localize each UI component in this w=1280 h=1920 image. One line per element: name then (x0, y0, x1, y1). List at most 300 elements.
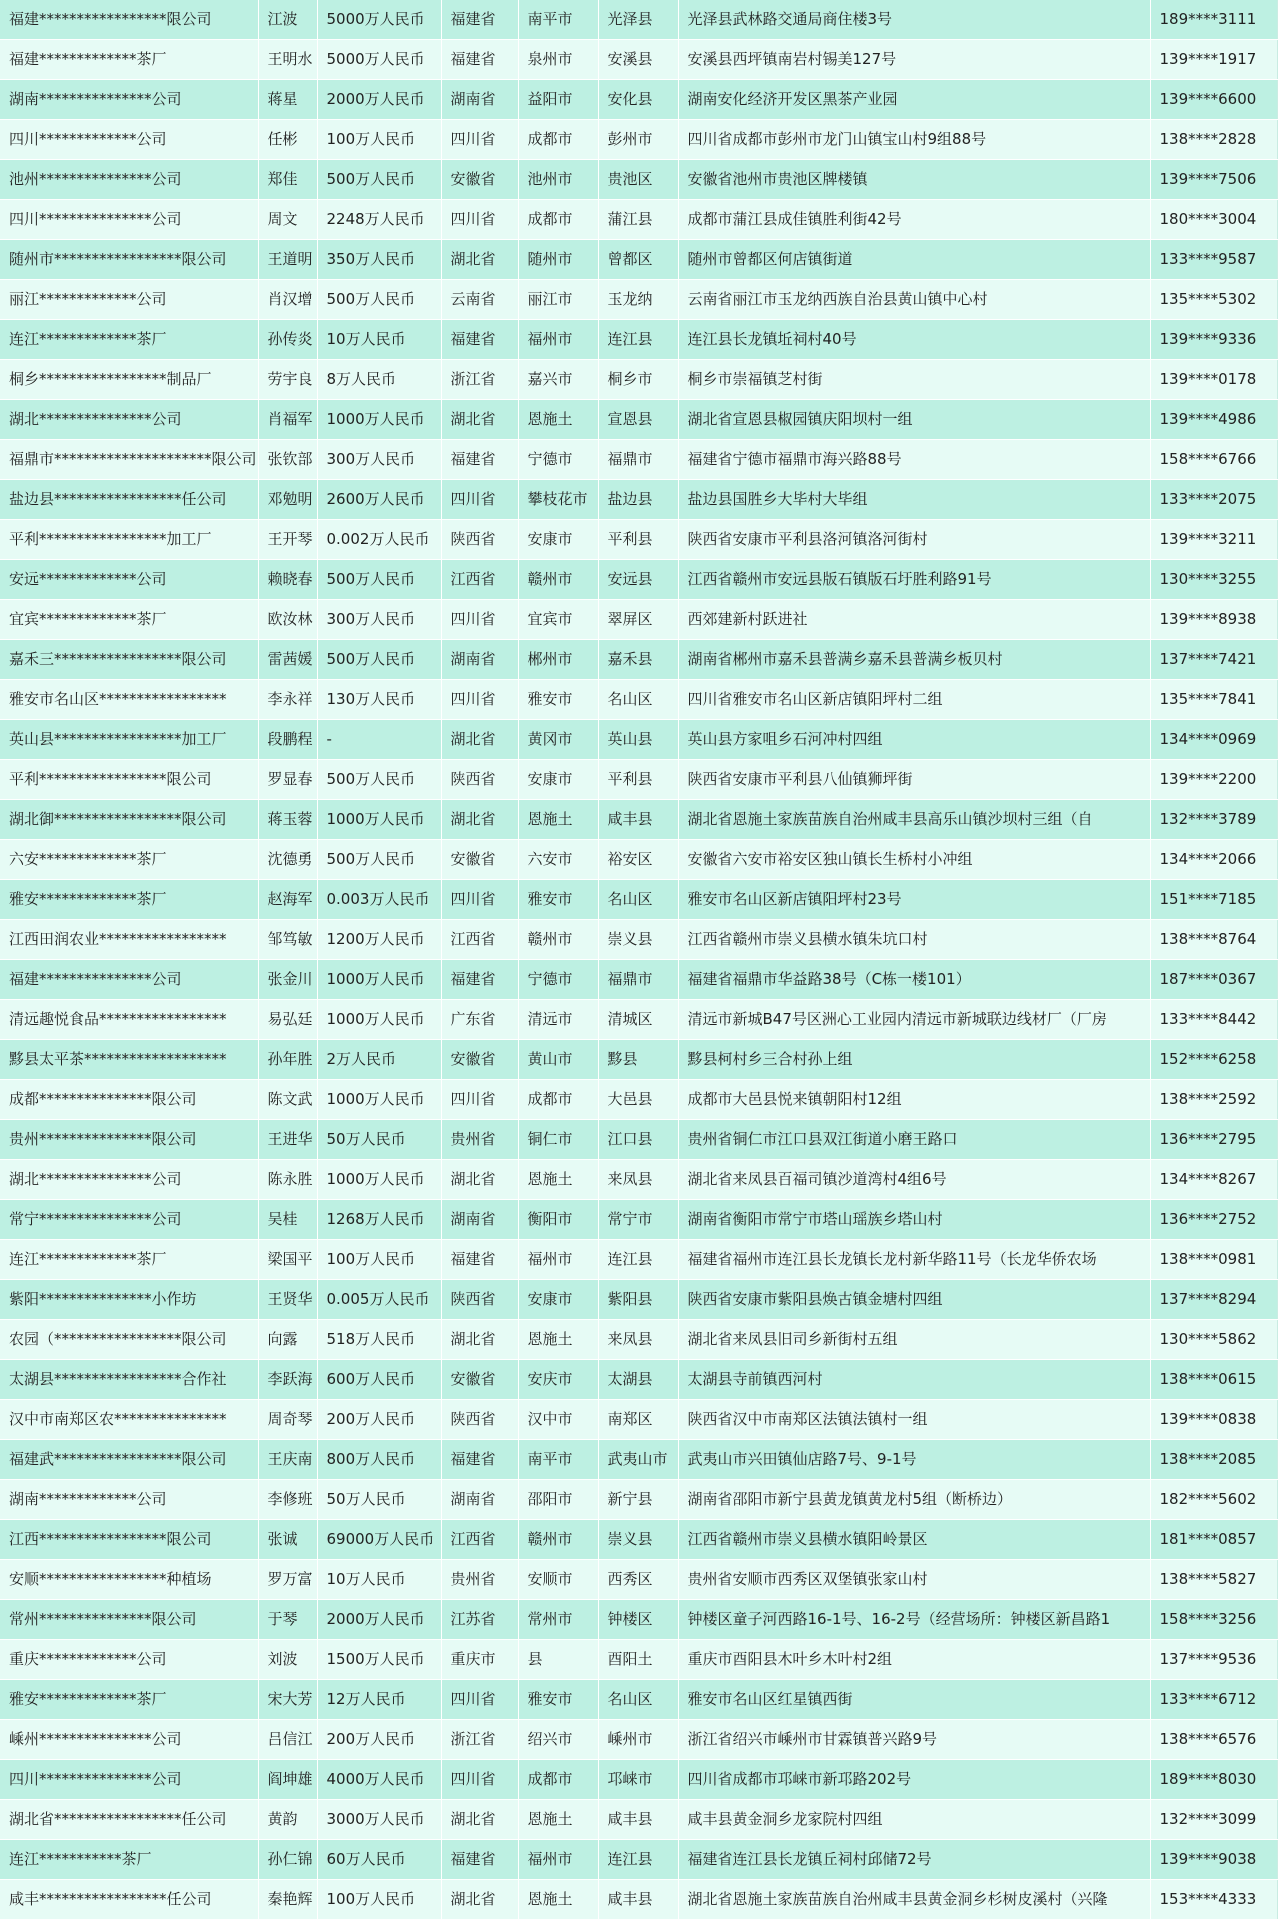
address-cell: 桐乡市崇福镇芝村街 (678, 360, 1150, 400)
company-name-cell: 雅安市名山区***************** (0, 680, 258, 720)
legal-rep-cell: 张金川 (258, 960, 317, 1000)
registered-capital-cell: 0.005万人民币 (317, 1280, 441, 1320)
phone-cell: 139****9038 (1150, 1840, 1277, 1880)
district-cell: 宣恩县 (598, 400, 678, 440)
legal-rep-cell: 赖晓春 (258, 560, 317, 600)
address-cell: 清远市新城B47号区洲心工业园内清远市新城联边线材厂（厂房 (678, 1000, 1150, 1040)
address-cell: 四川省成都市彭州市龙门山镇宝山村9组88号 (678, 120, 1150, 160)
city-cell: 恩施土 (518, 800, 598, 840)
legal-rep-cell: 段鹏程 (258, 720, 317, 760)
company-name-cell: 福建*****************限公司 (0, 0, 258, 40)
district-cell: 贵池区 (598, 160, 678, 200)
registered-capital-cell: 1200万人民币 (317, 920, 441, 960)
registered-capital-cell: 5000万人民币 (317, 0, 441, 40)
legal-rep-cell: 王贤华 (258, 1280, 317, 1320)
company-name-cell: 农园（*****************限公司 (0, 1320, 258, 1360)
address-cell: 湖南省郴州市嘉禾县普满乡嘉禾县普满乡板贝村 (678, 640, 1150, 680)
city-cell: 嘉兴市 (518, 360, 598, 400)
company-name-cell: 太湖县*****************合作社 (0, 1360, 258, 1400)
company-name-cell: 连江***********茶厂 (0, 1840, 258, 1880)
province-cell: 陕西省 (441, 760, 518, 800)
registered-capital-cell: 100万人民币 (317, 1880, 441, 1920)
city-cell: 汉中市 (518, 1400, 598, 1440)
city-cell: 六安市 (518, 840, 598, 880)
phone-cell: 139****4986 (1150, 400, 1277, 440)
legal-rep-cell: 周奇琴 (258, 1400, 317, 1440)
district-cell: 西秀区 (598, 1560, 678, 1600)
district-cell: 来凤县 (598, 1320, 678, 1360)
district-cell: 福鼎市 (598, 440, 678, 480)
province-cell: 湖北省 (441, 1160, 518, 1200)
province-cell: 陕西省 (441, 1400, 518, 1440)
table-row (0, 800, 1277, 840)
phone-cell: 133****6712 (1150, 1680, 1277, 1720)
phone-cell: 133****2075 (1150, 480, 1277, 520)
address-cell: 江西省赣州市崇义县横水镇阳岭景区 (678, 1520, 1150, 1560)
registered-capital-cell: 3000万人民币 (317, 1800, 441, 1840)
registered-capital-cell: 200万人民币 (317, 1400, 441, 1440)
company-name-cell: 常宁***************公司 (0, 1200, 258, 1240)
company-name-cell: 黟县太平茶******************* (0, 1040, 258, 1080)
registered-capital-cell: 1000万人民币 (317, 400, 441, 440)
address-cell: 福建省宁德市福鼎市海兴路88号 (678, 440, 1150, 480)
district-cell: 蒲江县 (598, 200, 678, 240)
phone-cell: 139****3211 (1150, 520, 1277, 560)
province-cell: 四川省 (441, 480, 518, 520)
city-cell: 县 (518, 1640, 598, 1680)
registered-capital-cell: 2600万人民币 (317, 480, 441, 520)
city-cell: 丽江市 (518, 280, 598, 320)
registered-capital-cell: 0.003万人民币 (317, 880, 441, 920)
city-cell: 安康市 (518, 760, 598, 800)
district-cell: 清城区 (598, 1000, 678, 1040)
phone-cell: 189****8030 (1150, 1760, 1277, 1800)
table-row (0, 120, 1277, 160)
district-cell: 钟楼区 (598, 1600, 678, 1640)
registered-capital-cell: 2000万人民币 (317, 80, 441, 120)
company-name-cell: 湖北御*****************限公司 (0, 800, 258, 840)
legal-rep-cell: 王进华 (258, 1120, 317, 1160)
city-cell: 衡阳市 (518, 1200, 598, 1240)
address-cell: 贵州省安顺市西秀区双堡镇张家山村 (678, 1560, 1150, 1600)
table-row (0, 920, 1277, 960)
registered-capital-cell: 50万人民币 (317, 1480, 441, 1520)
address-cell: 雅安市名山区新店镇阳坪村23号 (678, 880, 1150, 920)
table-row (0, 520, 1277, 560)
city-cell: 成都市 (518, 120, 598, 160)
province-cell: 广东省 (441, 1000, 518, 1040)
district-cell: 新宁县 (598, 1480, 678, 1520)
table-row (0, 1560, 1277, 1600)
company-name-cell: 桐乡*****************制品厂 (0, 360, 258, 400)
district-cell: 彭州市 (598, 120, 678, 160)
table-row (0, 1200, 1277, 1240)
table-row (0, 1120, 1277, 1160)
district-cell: 酉阳土 (598, 1640, 678, 1680)
province-cell: 福建省 (441, 40, 518, 80)
phone-cell: 132****3099 (1150, 1800, 1277, 1840)
company-name-cell: 福建*************茶厂 (0, 40, 258, 80)
address-cell: 陕西省安康市紫阳县焕古镇金塘村四组 (678, 1280, 1150, 1320)
company-name-cell: 湖南***************公司 (0, 80, 258, 120)
company-name-cell: 江西*****************限公司 (0, 1520, 258, 1560)
district-cell: 英山县 (598, 720, 678, 760)
company-name-cell: 宜宾*************茶厂 (0, 600, 258, 640)
address-cell: 咸丰县黄金洞乡龙家院村四组 (678, 1800, 1150, 1840)
table-row (0, 1520, 1277, 1560)
city-cell: 成都市 (518, 1760, 598, 1800)
phone-cell: 138****0615 (1150, 1360, 1277, 1400)
table-row (0, 560, 1277, 600)
province-cell: 四川省 (441, 1760, 518, 1800)
address-cell: 太湖县寺前镇西河村 (678, 1360, 1150, 1400)
legal-rep-cell: 邹笃敏 (258, 920, 317, 960)
phone-cell: 135****5302 (1150, 280, 1277, 320)
province-cell: 四川省 (441, 120, 518, 160)
phone-cell: 139****7506 (1150, 160, 1277, 200)
company-name-cell: 连江*************茶厂 (0, 1240, 258, 1280)
registered-capital-cell: 10万人民币 (317, 320, 441, 360)
city-cell: 恩施土 (518, 400, 598, 440)
province-cell: 江西省 (441, 920, 518, 960)
address-cell: 湖北省来凤县旧司乡新街村五组 (678, 1320, 1150, 1360)
district-cell: 南郑区 (598, 1400, 678, 1440)
table-row (0, 80, 1277, 120)
district-cell: 福鼎市 (598, 960, 678, 1000)
company-name-cell: 连江*************茶厂 (0, 320, 258, 360)
province-cell: 浙江省 (441, 360, 518, 400)
legal-rep-cell: 宋大芳 (258, 1680, 317, 1720)
district-cell: 咸丰县 (598, 800, 678, 840)
legal-rep-cell: 邓勉明 (258, 480, 317, 520)
district-cell: 咸丰县 (598, 1880, 678, 1920)
legal-rep-cell: 劳宇良 (258, 360, 317, 400)
table-row (0, 400, 1277, 440)
legal-rep-cell: 孙仁锦 (258, 1840, 317, 1880)
address-cell: 西郊建新村跃进社 (678, 600, 1150, 640)
province-cell: 福建省 (441, 1840, 518, 1880)
province-cell: 福建省 (441, 1240, 518, 1280)
registered-capital-cell: 2000万人民币 (317, 1600, 441, 1640)
city-cell: 福州市 (518, 1840, 598, 1880)
company-name-cell: 平利*****************限公司 (0, 760, 258, 800)
city-cell: 雅安市 (518, 880, 598, 920)
phone-cell: 133****9587 (1150, 240, 1277, 280)
legal-rep-cell: 张诚 (258, 1520, 317, 1560)
table-row (0, 40, 1277, 80)
district-cell: 安远县 (598, 560, 678, 600)
company-name-cell: 池州***************公司 (0, 160, 258, 200)
registered-capital-cell: 0.002万人民币 (317, 520, 441, 560)
table-row (0, 1800, 1277, 1840)
registered-capital-cell: 130万人民币 (317, 680, 441, 720)
city-cell: 安庆市 (518, 1360, 598, 1400)
phone-cell: 134****2066 (1150, 840, 1277, 880)
table-row (0, 1480, 1277, 1520)
district-cell: 名山区 (598, 1680, 678, 1720)
company-name-cell: 贵州***************限公司 (0, 1120, 258, 1160)
phone-cell: 153****4333 (1150, 1880, 1277, 1920)
table-row (0, 960, 1277, 1000)
address-cell: 重庆市酉阳县木叶乡木叶村2组 (678, 1640, 1150, 1680)
legal-rep-cell: 罗显春 (258, 760, 317, 800)
district-cell: 名山区 (598, 680, 678, 720)
legal-rep-cell: 陈永胜 (258, 1160, 317, 1200)
table-row (0, 880, 1277, 920)
city-cell: 恩施土 (518, 1880, 598, 1920)
city-cell: 宁德市 (518, 960, 598, 1000)
legal-rep-cell: 罗万富 (258, 1560, 317, 1600)
table-row (0, 240, 1277, 280)
legal-rep-cell: 郑佳 (258, 160, 317, 200)
company-name-cell: 嵊州***************公司 (0, 1720, 258, 1760)
city-cell: 福州市 (518, 320, 598, 360)
address-cell: 成都市蒲江县成佳镇胜利街42号 (678, 200, 1150, 240)
table-row (0, 840, 1277, 880)
phone-cell: 139****2200 (1150, 760, 1277, 800)
legal-rep-cell: 王开琴 (258, 520, 317, 560)
table-row (0, 440, 1277, 480)
district-cell: 常宁市 (598, 1200, 678, 1240)
legal-rep-cell: 赵海军 (258, 880, 317, 920)
registered-capital-cell: 1000万人民币 (317, 960, 441, 1000)
address-cell: 黟县柯村乡三合村孙上组 (678, 1040, 1150, 1080)
province-cell: 四川省 (441, 680, 518, 720)
phone-cell: 158****6766 (1150, 440, 1277, 480)
city-cell: 宜宾市 (518, 600, 598, 640)
district-cell: 曾都区 (598, 240, 678, 280)
province-cell: 湖南省 (441, 80, 518, 120)
district-cell: 武夷山市 (598, 1440, 678, 1480)
address-cell: 湖南省邵阳市新宁县黄龙镇黄龙村5组（断桥边） (678, 1480, 1150, 1520)
province-cell: 福建省 (441, 440, 518, 480)
phone-cell: 136****2752 (1150, 1200, 1277, 1240)
registered-capital-cell: 60万人民币 (317, 1840, 441, 1880)
city-cell: 益阳市 (518, 80, 598, 120)
district-cell: 连江县 (598, 1240, 678, 1280)
address-cell: 江西省赣州市崇义县横水镇朱坑口村 (678, 920, 1150, 960)
registered-capital-cell: 5000万人民币 (317, 40, 441, 80)
city-cell: 黄山市 (518, 1040, 598, 1080)
legal-rep-cell: 易弘廷 (258, 1000, 317, 1040)
registered-capital-cell: 4000万人民币 (317, 1760, 441, 1800)
phone-cell: 138****2592 (1150, 1080, 1277, 1120)
company-name-cell: 安顺*****************种植场 (0, 1560, 258, 1600)
registered-capital-cell: 600万人民币 (317, 1360, 441, 1400)
phone-cell: 189****3111 (1150, 0, 1277, 40)
registered-capital-cell: 1500万人民币 (317, 1640, 441, 1680)
table-row (0, 1840, 1277, 1880)
province-cell: 重庆市 (441, 1640, 518, 1680)
address-cell: 成都市大邑县悦来镇朝阳村12组 (678, 1080, 1150, 1120)
city-cell: 泉州市 (518, 40, 598, 80)
address-cell: 湖南省衡阳市常宁市塔山瑶族乡塔山村 (678, 1200, 1150, 1240)
phone-cell: 182****5602 (1150, 1480, 1277, 1520)
registered-capital-cell: 300万人民币 (317, 600, 441, 640)
phone-cell: 137****7421 (1150, 640, 1277, 680)
province-cell: 四川省 (441, 1680, 518, 1720)
legal-rep-cell: 沈德勇 (258, 840, 317, 880)
phone-cell: 139****8938 (1150, 600, 1277, 640)
legal-rep-cell: 任彬 (258, 120, 317, 160)
table-row (0, 1880, 1277, 1920)
district-cell: 嘉禾县 (598, 640, 678, 680)
province-cell: 云南省 (441, 280, 518, 320)
table-row (0, 160, 1277, 200)
phone-cell: 139****0838 (1150, 1400, 1277, 1440)
city-cell: 赣州市 (518, 1520, 598, 1560)
registered-capital-cell: 500万人民币 (317, 280, 441, 320)
district-cell: 崇义县 (598, 920, 678, 960)
table-row (0, 1240, 1277, 1280)
district-cell: 平利县 (598, 520, 678, 560)
legal-rep-cell: 江波 (258, 0, 317, 40)
company-name-cell: 汉中市南郑区农*************** (0, 1400, 258, 1440)
table-row (0, 1440, 1277, 1480)
district-cell: 来凤县 (598, 1160, 678, 1200)
phone-cell: 138****2085 (1150, 1440, 1277, 1480)
phone-cell: 180****3004 (1150, 200, 1277, 240)
legal-rep-cell: 吴桂 (258, 1200, 317, 1240)
legal-rep-cell: 蒋星 (258, 80, 317, 120)
phone-cell: 134****0969 (1150, 720, 1277, 760)
registered-capital-cell: 2248万人民币 (317, 200, 441, 240)
district-cell: 翠屏区 (598, 600, 678, 640)
company-name-cell: 咸丰*****************任公司 (0, 1880, 258, 1920)
registered-capital-cell: 1000万人民币 (317, 1000, 441, 1040)
registered-capital-cell: 350万人民币 (317, 240, 441, 280)
table-row (0, 1680, 1277, 1720)
address-cell: 连江县长龙镇坵祠村40号 (678, 320, 1150, 360)
table-row (0, 1760, 1277, 1800)
province-cell: 陕西省 (441, 1280, 518, 1320)
legal-rep-cell: 周文 (258, 200, 317, 240)
province-cell: 四川省 (441, 200, 518, 240)
phone-cell: 134****8267 (1150, 1160, 1277, 1200)
phone-cell: 152****6258 (1150, 1040, 1277, 1080)
legal-rep-cell: 肖福军 (258, 400, 317, 440)
address-cell: 英山县方家咀乡石河冲村四组 (678, 720, 1150, 760)
legal-rep-cell: 李永祥 (258, 680, 317, 720)
registered-capital-cell: 500万人民币 (317, 560, 441, 600)
city-cell: 清远市 (518, 1000, 598, 1040)
phone-cell: 137****8294 (1150, 1280, 1277, 1320)
phone-cell: 132****3789 (1150, 800, 1277, 840)
address-cell: 雅安市名山区红星镇西街 (678, 1680, 1150, 1720)
city-cell: 绍兴市 (518, 1720, 598, 1760)
legal-rep-cell: 阎坤雄 (258, 1760, 317, 1800)
legal-rep-cell: 孙传炎 (258, 320, 317, 360)
district-cell: 嵊州市 (598, 1720, 678, 1760)
company-name-cell: 常州***************限公司 (0, 1600, 258, 1640)
district-cell: 玉龙纳 (598, 280, 678, 320)
address-cell: 安徽省六安市裕安区独山镇长生桥村小冲组 (678, 840, 1150, 880)
district-cell: 邛崃市 (598, 1760, 678, 1800)
address-cell: 福建省福州市连江县长龙镇长龙村新华路11号（长龙华侨农场 (678, 1240, 1150, 1280)
table-row (0, 1360, 1277, 1400)
registered-capital-cell: 1000万人民币 (317, 800, 441, 840)
phone-cell: 137****9536 (1150, 1640, 1277, 1680)
company-name-cell: 丽江*************公司 (0, 280, 258, 320)
company-name-cell: 福建武*****************限公司 (0, 1440, 258, 1480)
address-cell: 云南省丽江市玉龙纳西族自治县黄山镇中心村 (678, 280, 1150, 320)
phone-cell: 138****5827 (1150, 1560, 1277, 1600)
district-cell: 大邑县 (598, 1080, 678, 1120)
registered-capital-cell: 518万人民币 (317, 1320, 441, 1360)
city-cell: 常州市 (518, 1600, 598, 1640)
company-name-cell: 湖北省*****************任公司 (0, 1800, 258, 1840)
province-cell: 江苏省 (441, 1600, 518, 1640)
company-name-cell: 福鼎市*********************限公司 (0, 440, 258, 480)
address-cell: 贵州省铜仁市江口县双江街道小磨王路口 (678, 1120, 1150, 1160)
phone-cell: 138****2828 (1150, 120, 1277, 160)
company-name-cell: 四川***************公司 (0, 200, 258, 240)
table-row (0, 1720, 1277, 1760)
registered-capital-cell: 500万人民币 (317, 640, 441, 680)
district-cell: 裕安区 (598, 840, 678, 880)
table-row (0, 1280, 1277, 1320)
registered-capital-cell: 10万人民币 (317, 1560, 441, 1600)
province-cell: 福建省 (441, 1440, 518, 1480)
company-name-cell: 盐边县*****************任公司 (0, 480, 258, 520)
legal-rep-cell: 吕信江 (258, 1720, 317, 1760)
district-cell: 连江县 (598, 1840, 678, 1880)
legal-rep-cell: 李修班 (258, 1480, 317, 1520)
company-name-cell: 成都***************限公司 (0, 1080, 258, 1120)
address-cell: 湖北省宣恩县椒园镇庆阳坝村一组 (678, 400, 1150, 440)
phone-cell: 139****6600 (1150, 80, 1277, 120)
address-cell: 钟楼区童子河西路16-1号、16-2号（经营场所：钟楼区新昌路1 (678, 1600, 1150, 1640)
registered-capital-cell: 1268万人民币 (317, 1200, 441, 1240)
district-cell: 安化县 (598, 80, 678, 120)
district-cell: 光泽县 (598, 0, 678, 40)
city-cell: 池州市 (518, 160, 598, 200)
city-cell: 南平市 (518, 1440, 598, 1480)
province-cell: 福建省 (441, 960, 518, 1000)
phone-cell: 135****7841 (1150, 680, 1277, 720)
city-cell: 恩施土 (518, 1160, 598, 1200)
legal-rep-cell: 王道明 (258, 240, 317, 280)
legal-rep-cell: 黄韵 (258, 1800, 317, 1840)
city-cell: 恩施土 (518, 1800, 598, 1840)
phone-cell: 130****5862 (1150, 1320, 1277, 1360)
legal-rep-cell: 王庆南 (258, 1440, 317, 1480)
city-cell: 随州市 (518, 240, 598, 280)
address-cell: 浙江省绍兴市嵊州市甘霖镇普兴路9号 (678, 1720, 1150, 1760)
legal-rep-cell: 孙年胜 (258, 1040, 317, 1080)
city-cell: 赣州市 (518, 920, 598, 960)
phone-cell: 138****6576 (1150, 1720, 1277, 1760)
legal-rep-cell: 于琴 (258, 1600, 317, 1640)
registered-capital-cell: 69000万人民币 (317, 1520, 441, 1560)
province-cell: 湖北省 (441, 400, 518, 440)
phone-cell: 133****8442 (1150, 1000, 1277, 1040)
phone-cell: 130****3255 (1150, 560, 1277, 600)
district-cell: 黟县 (598, 1040, 678, 1080)
province-cell: 安徽省 (441, 840, 518, 880)
legal-rep-cell: 王明水 (258, 40, 317, 80)
legal-rep-cell: 肖汉增 (258, 280, 317, 320)
address-cell: 陕西省汉中市南郑区法镇法镇村一组 (678, 1400, 1150, 1440)
company-name-cell: 安远*************公司 (0, 560, 258, 600)
province-cell: 湖北省 (441, 240, 518, 280)
table-row (0, 600, 1277, 640)
legal-rep-cell: 陈文武 (258, 1080, 317, 1120)
company-name-cell: 江西田润农业***************** (0, 920, 258, 960)
phone-cell: 136****2795 (1150, 1120, 1277, 1160)
address-cell: 湖北省恩施土家族苗族自治州咸丰县高乐山镇沙坝村三组（自 (678, 800, 1150, 840)
legal-rep-cell: 李跃海 (258, 1360, 317, 1400)
